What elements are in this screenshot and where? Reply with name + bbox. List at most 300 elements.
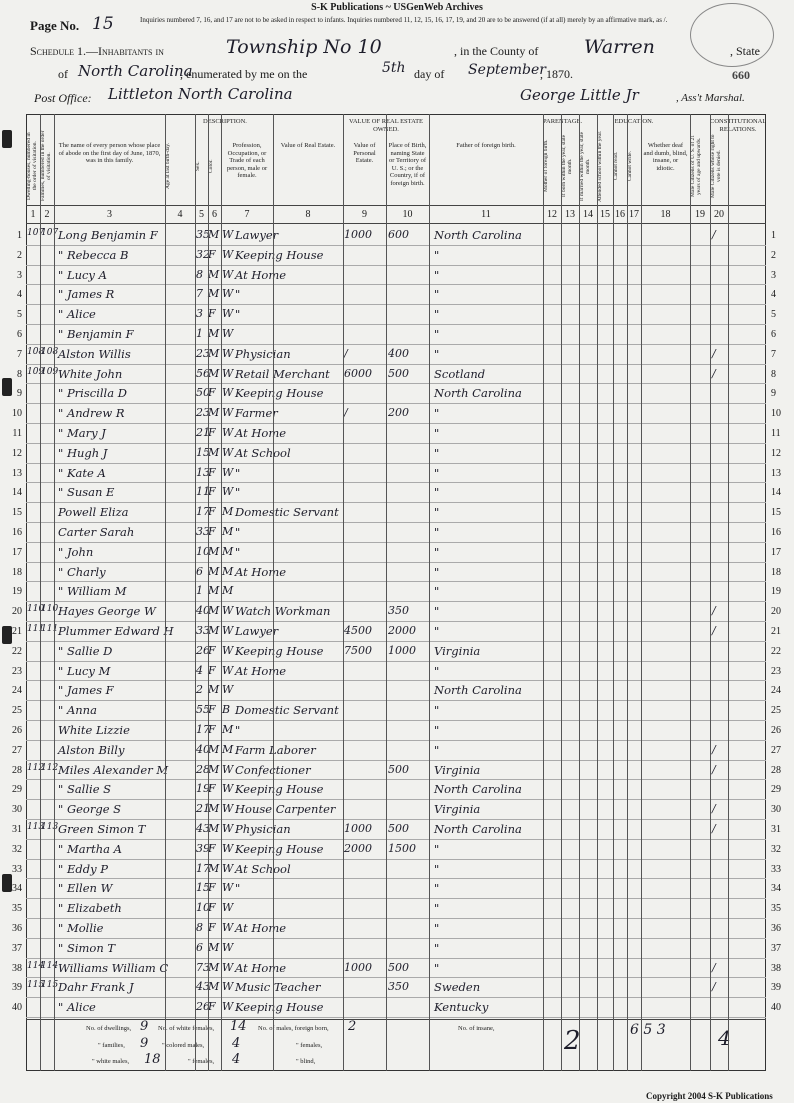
column-number: 18 bbox=[660, 209, 671, 220]
column-rule bbox=[208, 114, 209, 1071]
line-number: 35 bbox=[12, 903, 22, 915]
color: W bbox=[222, 663, 234, 677]
sex: M bbox=[208, 980, 220, 994]
personal-estate-value: 350 bbox=[388, 980, 409, 994]
sex: F bbox=[208, 465, 216, 479]
real-estate-value: / bbox=[344, 406, 348, 420]
person-name: " James R bbox=[58, 287, 115, 302]
occupation: At Home bbox=[235, 960, 287, 975]
row-rule bbox=[26, 581, 766, 582]
person-name: " Ellen W bbox=[58, 881, 113, 896]
person-name: " Priscilla D bbox=[58, 386, 127, 401]
sex: M bbox=[208, 683, 220, 697]
birthplace: " bbox=[434, 544, 440, 559]
sex: M bbox=[208, 861, 220, 875]
white-females-label: No. of white females, bbox=[158, 1025, 215, 1032]
occupation: At School bbox=[235, 445, 291, 460]
age: 32 bbox=[196, 247, 210, 261]
person-name: White John bbox=[58, 366, 123, 381]
line-number-right: 27 bbox=[771, 744, 781, 756]
sex: M bbox=[208, 346, 220, 360]
line-number: 16 bbox=[12, 527, 22, 538]
line-number: 29 bbox=[12, 784, 22, 796]
birthplace: Sweden bbox=[434, 980, 481, 995]
person-name: Hayes George W bbox=[58, 604, 156, 619]
person-name: " Charly bbox=[58, 564, 106, 579]
colored-males-value: 4 bbox=[232, 1036, 241, 1051]
township-value: Township No 10 bbox=[226, 36, 382, 58]
citizen-mark: / bbox=[712, 822, 716, 835]
age: 26 bbox=[196, 643, 210, 657]
person-name: " Lucy M bbox=[58, 663, 111, 678]
column-header-18: Whether deaf and dumb, blind, insane, or idiotic. bbox=[643, 142, 688, 172]
color: W bbox=[222, 980, 234, 994]
line-number-right: 2 bbox=[771, 249, 776, 261]
birthplace: " bbox=[434, 287, 440, 302]
person-name: Green Simon T bbox=[58, 822, 146, 836]
row-rule bbox=[26, 740, 766, 741]
line-number-right: 4 bbox=[771, 289, 776, 301]
citizen-mark: / bbox=[712, 346, 716, 360]
sex: F bbox=[208, 841, 216, 855]
family-number: 109 bbox=[41, 366, 59, 377]
column-header-7: Profession, Occupation, or Trade of each person, male or female. bbox=[226, 142, 268, 179]
citizen-mark: / bbox=[712, 762, 716, 776]
color: W bbox=[222, 445, 234, 459]
line-number-right: 23 bbox=[771, 665, 781, 677]
citizen-mark: / bbox=[712, 980, 716, 994]
person-name: " Benjamin F bbox=[58, 327, 134, 341]
person-name: Dahr Frank J bbox=[58, 980, 134, 995]
county-label: , in the County of bbox=[454, 44, 539, 58]
age: 10 bbox=[196, 544, 210, 558]
personal-estate-value: 500 bbox=[388, 762, 409, 776]
line-number: 28 bbox=[12, 764, 22, 776]
line-number: 13 bbox=[12, 467, 22, 479]
column-rule bbox=[343, 114, 344, 1071]
birthplace: " bbox=[434, 564, 440, 579]
sex: M bbox=[208, 564, 220, 578]
row-rule bbox=[26, 463, 766, 464]
person-name: " William M bbox=[58, 584, 127, 599]
birthplace: " bbox=[434, 485, 440, 500]
line-number-right: 36 bbox=[771, 923, 781, 934]
families-value: 9 bbox=[140, 1036, 149, 1051]
sex: F bbox=[208, 881, 216, 895]
dwelling-number: 108 bbox=[27, 346, 45, 357]
age: 50 bbox=[196, 386, 210, 400]
line-number-right: 19 bbox=[771, 586, 781, 598]
birthplace: " bbox=[434, 881, 440, 896]
line-number-right: 5 bbox=[771, 309, 776, 321]
line-number: 15 bbox=[12, 507, 22, 519]
age: 2 bbox=[196, 683, 203, 697]
age: 23 bbox=[196, 346, 210, 360]
color: M bbox=[222, 564, 234, 578]
occupation: Domestic Servant bbox=[235, 703, 339, 718]
age: 15 bbox=[196, 445, 210, 459]
citizen-mark: / bbox=[712, 366, 716, 380]
person-name: " John bbox=[58, 544, 94, 559]
line-number-right: 30 bbox=[771, 804, 781, 816]
line-number: 25 bbox=[12, 705, 22, 717]
occupation: Domestic Servant bbox=[235, 505, 339, 520]
color: W bbox=[222, 1000, 234, 1014]
sex: M bbox=[208, 267, 220, 281]
color: W bbox=[222, 881, 234, 895]
occupation: Farmer bbox=[235, 406, 278, 421]
column-number: 2 bbox=[44, 209, 50, 220]
blind-label: " blind, bbox=[296, 1058, 316, 1065]
group-constitutional: CONSTITUTIONAL RELATIONS. bbox=[710, 118, 767, 133]
citizen-mark: / bbox=[712, 960, 716, 974]
row-rule bbox=[26, 423, 766, 424]
column-number: 9 bbox=[362, 209, 367, 220]
sex: M bbox=[208, 742, 220, 756]
occupation: At Home bbox=[235, 564, 287, 579]
line-number-right: 16 bbox=[771, 527, 781, 538]
line-number-right: 20 bbox=[771, 606, 781, 618]
person-name: " Andrew R bbox=[58, 406, 125, 421]
age: 3 bbox=[196, 307, 203, 321]
line-number-right: 1 bbox=[771, 230, 776, 241]
line-number: 12 bbox=[12, 447, 22, 459]
column-rule bbox=[641, 114, 642, 1071]
color: M bbox=[222, 525, 234, 538]
line-number: 4 bbox=[17, 289, 22, 301]
age: 33 bbox=[196, 624, 210, 637]
personal-estate-value: 600 bbox=[388, 228, 409, 241]
row-rule bbox=[26, 522, 766, 523]
person-name: Plummer Edward H bbox=[58, 624, 174, 638]
sex: M bbox=[208, 624, 220, 637]
family-number: 108 bbox=[41, 346, 59, 357]
birthplace: " bbox=[434, 525, 440, 539]
line-number-right: 9 bbox=[771, 388, 776, 400]
color: W bbox=[222, 643, 234, 657]
dwelling-number: 114 bbox=[27, 960, 45, 971]
personal-estate-value: 1500 bbox=[388, 841, 416, 855]
line-number: 30 bbox=[12, 804, 22, 816]
column-number: 16 bbox=[615, 209, 625, 220]
column-rule bbox=[627, 114, 628, 1071]
column-number: 17 bbox=[629, 209, 639, 220]
occupation: Music Teacher bbox=[235, 980, 321, 995]
line-number: 7 bbox=[17, 348, 22, 360]
line-number-right: 6 bbox=[771, 329, 776, 340]
person-name: " Sallie S bbox=[58, 782, 112, 797]
occupation: " bbox=[235, 723, 241, 737]
column-number: 8 bbox=[305, 209, 311, 220]
month-value: September bbox=[468, 62, 546, 78]
sex: F bbox=[208, 307, 216, 321]
column-header-20: Male Citizens whose right to vote is denied. bbox=[710, 134, 722, 198]
line-number-right: 37 bbox=[771, 942, 781, 954]
column-number: 4 bbox=[177, 209, 183, 220]
row-rule bbox=[26, 859, 766, 860]
color: W bbox=[222, 624, 234, 637]
age: 6 bbox=[196, 940, 203, 954]
row-rule bbox=[26, 799, 766, 800]
line-number: 26 bbox=[12, 725, 22, 736]
occupation: Keeping House bbox=[235, 841, 324, 856]
line-number: 9 bbox=[17, 388, 22, 400]
column-rule bbox=[579, 114, 580, 1071]
line-number: 3 bbox=[17, 269, 22, 281]
color: W bbox=[222, 267, 234, 281]
real-estate-value: 6000 bbox=[344, 366, 372, 380]
birthplace: " bbox=[434, 624, 440, 638]
occupation: Keeping House bbox=[235, 782, 324, 797]
age: 6 bbox=[196, 564, 203, 578]
page-stamp: 660 bbox=[732, 68, 750, 82]
age: 15 bbox=[196, 881, 210, 895]
person-name: " Rebecca B bbox=[58, 247, 129, 262]
occupation: " bbox=[235, 525, 241, 539]
line-number: 14 bbox=[12, 487, 22, 499]
line-number: 27 bbox=[12, 744, 22, 756]
color: W bbox=[222, 465, 234, 479]
column-header-8: Value of Real Estate. bbox=[280, 142, 336, 149]
birthplace: North Carolina bbox=[434, 228, 522, 242]
column-rule bbox=[40, 114, 41, 1071]
occupation: At Home bbox=[235, 426, 287, 440]
personal-estate-value: 350 bbox=[388, 604, 409, 618]
line-number-right: 29 bbox=[771, 784, 781, 796]
tally-mark: 6 5 3 bbox=[630, 1022, 666, 1038]
birthplace: North Carolina bbox=[434, 782, 522, 797]
sex: M bbox=[208, 544, 220, 558]
column-header-11: Father of foreign birth. bbox=[456, 142, 516, 149]
color: W bbox=[222, 762, 234, 776]
line-number: 31 bbox=[12, 824, 22, 835]
column-header-5: Sex. bbox=[195, 161, 201, 171]
birthplace: " bbox=[434, 604, 440, 619]
males-foreign-label: No. of males, foreign born, bbox=[258, 1025, 329, 1032]
line-number: 20 bbox=[12, 606, 22, 618]
line-number-right: 32 bbox=[771, 843, 781, 855]
column-header-14: If married within the year, state month. bbox=[579, 131, 591, 201]
line-number: 8 bbox=[17, 368, 22, 380]
sex: M bbox=[208, 406, 220, 420]
line-number-right: 13 bbox=[771, 467, 781, 479]
colored-females-value: 4 bbox=[232, 1052, 241, 1067]
line-number: 2 bbox=[17, 249, 22, 261]
person-name: " James F bbox=[58, 683, 114, 698]
birthplace: " bbox=[434, 841, 440, 856]
line-number-right: 25 bbox=[771, 705, 781, 717]
birthplace: " bbox=[434, 445, 440, 460]
age: 43 bbox=[196, 980, 210, 994]
family-number: 115 bbox=[41, 980, 59, 991]
line-number-right: 40 bbox=[771, 1002, 781, 1014]
row-rule bbox=[26, 958, 766, 959]
sex: F bbox=[208, 663, 216, 677]
age: 8 bbox=[196, 921, 203, 934]
family-number: 111 bbox=[41, 624, 59, 634]
personal-estate-value: 200 bbox=[388, 406, 409, 420]
birthplace: North Carolina bbox=[434, 386, 522, 401]
column-rule bbox=[386, 114, 387, 1071]
person-name: " Anna bbox=[58, 703, 97, 718]
age: 19 bbox=[196, 782, 210, 796]
column-number: 11 bbox=[481, 209, 491, 220]
dwellings-label: No. of dwellings, bbox=[86, 1025, 132, 1032]
column-header-15: Attended school within the year. bbox=[597, 130, 603, 202]
column-rule bbox=[54, 114, 55, 1071]
line-number: 37 bbox=[12, 942, 22, 954]
sex: M bbox=[208, 960, 220, 974]
females-foreign-label: " females, bbox=[296, 1042, 323, 1049]
family-number: 114 bbox=[41, 960, 59, 971]
line-number-right: 26 bbox=[771, 725, 781, 736]
color: W bbox=[222, 287, 234, 301]
colored-females-label: " females, bbox=[188, 1058, 215, 1065]
column-header-1: Dwelling-houses, numbered in the order of visitation. bbox=[26, 132, 38, 200]
age: 4 bbox=[196, 663, 203, 677]
line-number: 19 bbox=[12, 586, 22, 598]
birthplace: " bbox=[434, 267, 440, 282]
group-description: DESCRIPTION. bbox=[203, 118, 247, 125]
totals-rule bbox=[26, 1019, 766, 1020]
column-rule bbox=[543, 114, 544, 1071]
person-name: " Eddy P bbox=[58, 861, 108, 876]
real-estate-value: 1000 bbox=[344, 822, 372, 835]
sex: F bbox=[208, 782, 216, 796]
line-number: 1 bbox=[17, 230, 22, 241]
row-rule bbox=[26, 878, 766, 879]
row-rule bbox=[26, 265, 766, 266]
birthplace: " bbox=[434, 307, 440, 322]
occupation: Watch Workman bbox=[235, 604, 331, 619]
row-rule bbox=[26, 482, 766, 483]
dwelling-number: 110 bbox=[27, 604, 45, 615]
real-estate-value: 1000 bbox=[344, 960, 372, 974]
dwelling-number: 113 bbox=[27, 822, 45, 832]
sex: F bbox=[208, 505, 216, 519]
line-number: 21 bbox=[12, 626, 22, 637]
personal-estate-value: 500 bbox=[388, 366, 409, 380]
occupation: " bbox=[235, 544, 241, 559]
birthplace: " bbox=[434, 327, 440, 341]
tally-mark: 2 bbox=[564, 1026, 581, 1056]
color: W bbox=[222, 683, 234, 697]
row-rule bbox=[26, 284, 766, 285]
row-rule bbox=[26, 839, 766, 840]
birthplace: " bbox=[434, 861, 440, 876]
sex: M bbox=[208, 802, 220, 816]
family-number: 112 bbox=[41, 762, 59, 773]
row-rule bbox=[26, 601, 766, 602]
birthplace: Virginia bbox=[434, 802, 481, 817]
family-number: 107 bbox=[41, 228, 59, 238]
enumerated-label: , enumerated by me on the bbox=[180, 67, 308, 81]
age: 1 bbox=[196, 584, 203, 598]
males-foreign-value: 2 bbox=[348, 1019, 357, 1034]
line-number: 39 bbox=[12, 982, 22, 994]
line-number-right: 38 bbox=[771, 962, 781, 974]
county-value: Warren bbox=[584, 36, 655, 58]
person-name: Alston Willis bbox=[58, 346, 131, 361]
line-number-right: 31 bbox=[771, 824, 781, 835]
person-name: " Sallie D bbox=[58, 643, 113, 658]
day-label: day of bbox=[414, 67, 445, 81]
column-rule bbox=[561, 114, 562, 1071]
sex: F bbox=[208, 703, 216, 717]
occupation: " bbox=[235, 307, 241, 322]
color: W bbox=[222, 307, 234, 321]
line-number: 36 bbox=[12, 923, 22, 934]
person-name: Williams William C bbox=[58, 960, 169, 975]
column-number: 7 bbox=[244, 209, 250, 220]
citizen-mark: / bbox=[712, 802, 716, 816]
binder-hole bbox=[2, 130, 12, 148]
column-rule bbox=[690, 114, 691, 1071]
line-number-right: 12 bbox=[771, 447, 781, 459]
color: W bbox=[222, 802, 234, 816]
birthplace: " bbox=[434, 921, 440, 935]
row-rule bbox=[26, 562, 766, 563]
sex: F bbox=[208, 921, 216, 934]
color: M bbox=[222, 723, 234, 736]
line-number: 11 bbox=[12, 428, 22, 439]
line-number-right: 21 bbox=[771, 626, 781, 637]
row-rule bbox=[26, 760, 766, 761]
white-females-value: 14 bbox=[230, 1019, 247, 1034]
occupation: At Home bbox=[235, 663, 287, 678]
line-number: 33 bbox=[12, 863, 22, 875]
age: 40 bbox=[196, 604, 210, 618]
occupation: At Home bbox=[235, 267, 287, 282]
line-number-right: 17 bbox=[771, 546, 781, 558]
copyright: Copyright 2004 S-K Publications bbox=[646, 1091, 773, 1101]
birthplace: " bbox=[434, 426, 440, 440]
row-rule bbox=[26, 938, 766, 939]
row-rule bbox=[26, 898, 766, 899]
person-name: " Alice bbox=[58, 307, 96, 322]
age: 1 bbox=[196, 327, 203, 340]
row-rule bbox=[26, 542, 766, 543]
row-rule bbox=[26, 403, 766, 404]
line-number: 34 bbox=[12, 883, 22, 895]
color: M bbox=[222, 505, 234, 519]
line-number-right: 15 bbox=[771, 507, 781, 519]
line-number: 5 bbox=[17, 309, 22, 321]
row-rule bbox=[26, 700, 766, 701]
column-rule bbox=[221, 114, 222, 1071]
marshal-label: , Ass't Marshal. bbox=[676, 92, 745, 104]
color: W bbox=[222, 940, 234, 954]
real-estate-value: 4500 bbox=[344, 624, 372, 637]
line-number-right: 10 bbox=[771, 408, 781, 420]
row-rule bbox=[26, 383, 766, 384]
birthplace: " bbox=[434, 901, 440, 916]
line-number: 10 bbox=[12, 408, 22, 420]
sex: F bbox=[208, 247, 216, 261]
person-name: " Mary J bbox=[58, 426, 106, 440]
real-estate-value: 1000 bbox=[344, 228, 372, 241]
row-rule bbox=[26, 918, 766, 919]
occupation: Physician bbox=[235, 822, 291, 836]
line-number-right: 14 bbox=[771, 487, 781, 499]
color: M bbox=[222, 544, 234, 558]
color: W bbox=[222, 782, 234, 796]
age: 8 bbox=[196, 267, 203, 281]
column-rule bbox=[273, 114, 274, 1071]
person-name: Carter Sarah bbox=[58, 525, 135, 539]
personal-estate-value: 400 bbox=[388, 346, 409, 360]
color: W bbox=[222, 861, 234, 875]
